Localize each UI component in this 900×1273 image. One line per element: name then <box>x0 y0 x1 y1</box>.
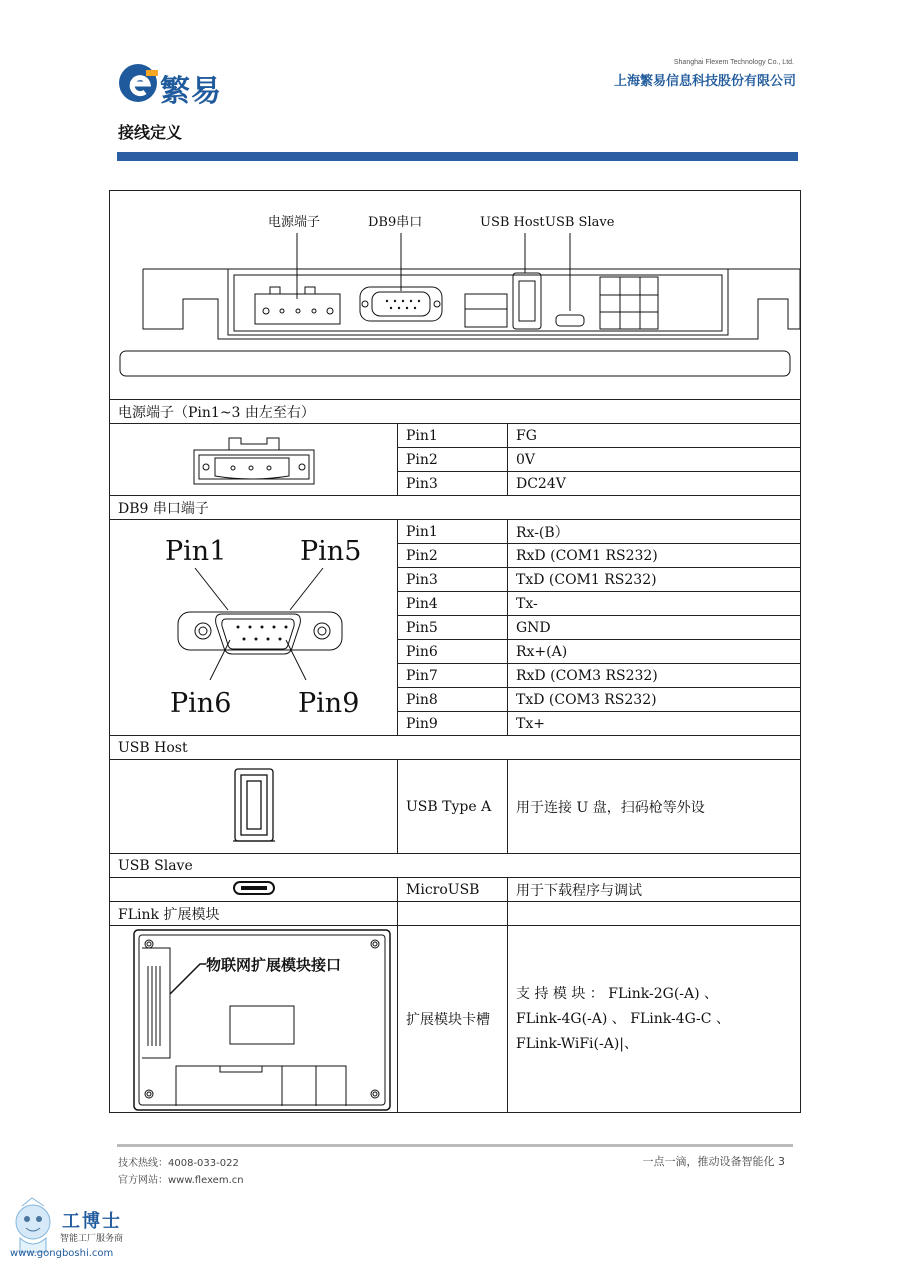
usb-host-type: USB Type A <box>398 760 508 854</box>
power-section-title: 电源端子（Pin1~3 由左至右） <box>110 400 801 424</box>
usb-host-desc: 用于连接 U 盘，扫码枪等外设 <box>508 760 801 854</box>
db9-label-pin1: Pin1 <box>165 536 227 567</box>
label-usb-slave: USB Slave <box>545 215 615 230</box>
flink-figure-cell <box>110 926 398 1113</box>
power-terminal-figure-cell <box>110 424 398 496</box>
micro-usb-icon <box>231 879 277 897</box>
page-title: 接线定义 <box>118 123 183 142</box>
flink-callout-label: 物联网扩展模块接口 <box>206 956 342 974</box>
watermark-subtitle: 智能工厂服务商 <box>60 1234 124 1244</box>
db9-pin-7-desc: RxD (COM3 RS232) <box>508 664 801 688</box>
db9-label-pin6: Pin6 <box>170 688 232 719</box>
db9-pin-3: Pin3 <box>398 568 508 592</box>
db9-pin-6-desc: Rx+(A) <box>508 640 801 664</box>
db9-pin-2: Pin2 <box>398 544 508 568</box>
db9-pin-4: Pin4 <box>398 592 508 616</box>
rear-panel-cell <box>110 191 801 400</box>
watermark-url: www.gongboshi.com <box>10 1248 114 1259</box>
flink-desc-line3: FLink-WiFi(-A)|、 <box>516 1035 639 1052</box>
db9-pin-7: Pin7 <box>398 664 508 688</box>
rear-panel-diagram <box>110 191 800 399</box>
usb-slave-figure-cell <box>110 878 398 902</box>
db9-pin-8: Pin8 <box>398 688 508 712</box>
flink-section-title: FLink 扩展模块 <box>110 902 398 926</box>
footer-contact <box>118 1155 244 1189</box>
db9-pin-4-desc: Tx- <box>508 592 801 616</box>
label-db9: DB9串口 <box>368 215 423 230</box>
power-pin-3: Pin3 <box>398 472 508 496</box>
db9-pin-1-desc: Rx-(B） <box>508 520 801 544</box>
db9-pin-5-desc: GND <box>508 616 801 640</box>
db9-pin-2-desc: RxD (COM1 RS232) <box>508 544 801 568</box>
db9-pin-6: Pin6 <box>398 640 508 664</box>
company-chinese: 上海繁易信息科技股份有限公司 <box>613 74 796 89</box>
flink-desc-cell <box>508 926 801 1113</box>
footer-hotline: 技术热线：4008-033-022 <box>118 1158 239 1169</box>
db9-figure-cell <box>110 520 398 736</box>
flink-desc-line1: 支 持 模 块 ： FLink-2G(-A) 、 <box>516 985 719 1002</box>
flink-slot-label: 扩展模块卡槽 <box>398 926 508 1113</box>
power-terminal-icon <box>189 428 319 488</box>
usb-type-a-icon <box>229 765 279 845</box>
db9-label-pin9: Pin9 <box>298 688 360 719</box>
footer-website: 官方网站：www.flexem.cn <box>118 1175 244 1186</box>
db9-section-title: DB9 串口端子 <box>110 496 801 520</box>
usb-slave-section-title: USB Slave <box>110 854 801 878</box>
power-pin-3-desc: DC24V <box>508 472 801 496</box>
usb-host-section-title: USB Host <box>110 736 801 760</box>
usb-slave-type: MicroUSB <box>398 878 508 902</box>
wiring-table <box>109 190 801 1113</box>
power-pin-1-desc: FG <box>508 424 801 448</box>
db9-pin-9: Pin9 <box>398 712 508 736</box>
brand-name: 繁易 <box>160 74 222 109</box>
title-divider <box>117 152 798 161</box>
db9-pin-9-desc: Tx+ <box>508 712 801 736</box>
db9-pin-8-desc: TxD (COM3 RS232) <box>508 688 801 712</box>
footer-divider <box>117 1144 793 1147</box>
power-pin-2-desc: 0V <box>508 448 801 472</box>
db9-pin-5: Pin5 <box>398 616 508 640</box>
watermark-name: 工博士 <box>62 1211 122 1232</box>
usb-host-figure-cell <box>110 760 398 854</box>
db9-label-pin5: Pin5 <box>300 536 362 567</box>
db9-pin-3-desc: TxD (COM1 RS232) <box>508 568 801 592</box>
company-english: Shanghai Flexem Technology Co., Ltd. <box>673 59 794 66</box>
power-pin-2: Pin2 <box>398 448 508 472</box>
label-power-terminal: 电源端子 <box>268 215 321 230</box>
power-pin-1: Pin1 <box>398 424 508 448</box>
footer-slogan: 一点一滴，推动设备智能化 3 <box>642 1155 785 1168</box>
flink-desc-line2: FLink-4G(-A) 、 FLink-4G-C 、 <box>516 1010 730 1027</box>
flink-module-icon <box>110 926 396 1112</box>
usb-slave-desc: 用于下载程序与调试 <box>508 878 801 902</box>
label-usb-host: USB Host <box>480 215 545 230</box>
db9-connector-icon <box>110 520 396 735</box>
db9-pin-1: Pin1 <box>398 520 508 544</box>
